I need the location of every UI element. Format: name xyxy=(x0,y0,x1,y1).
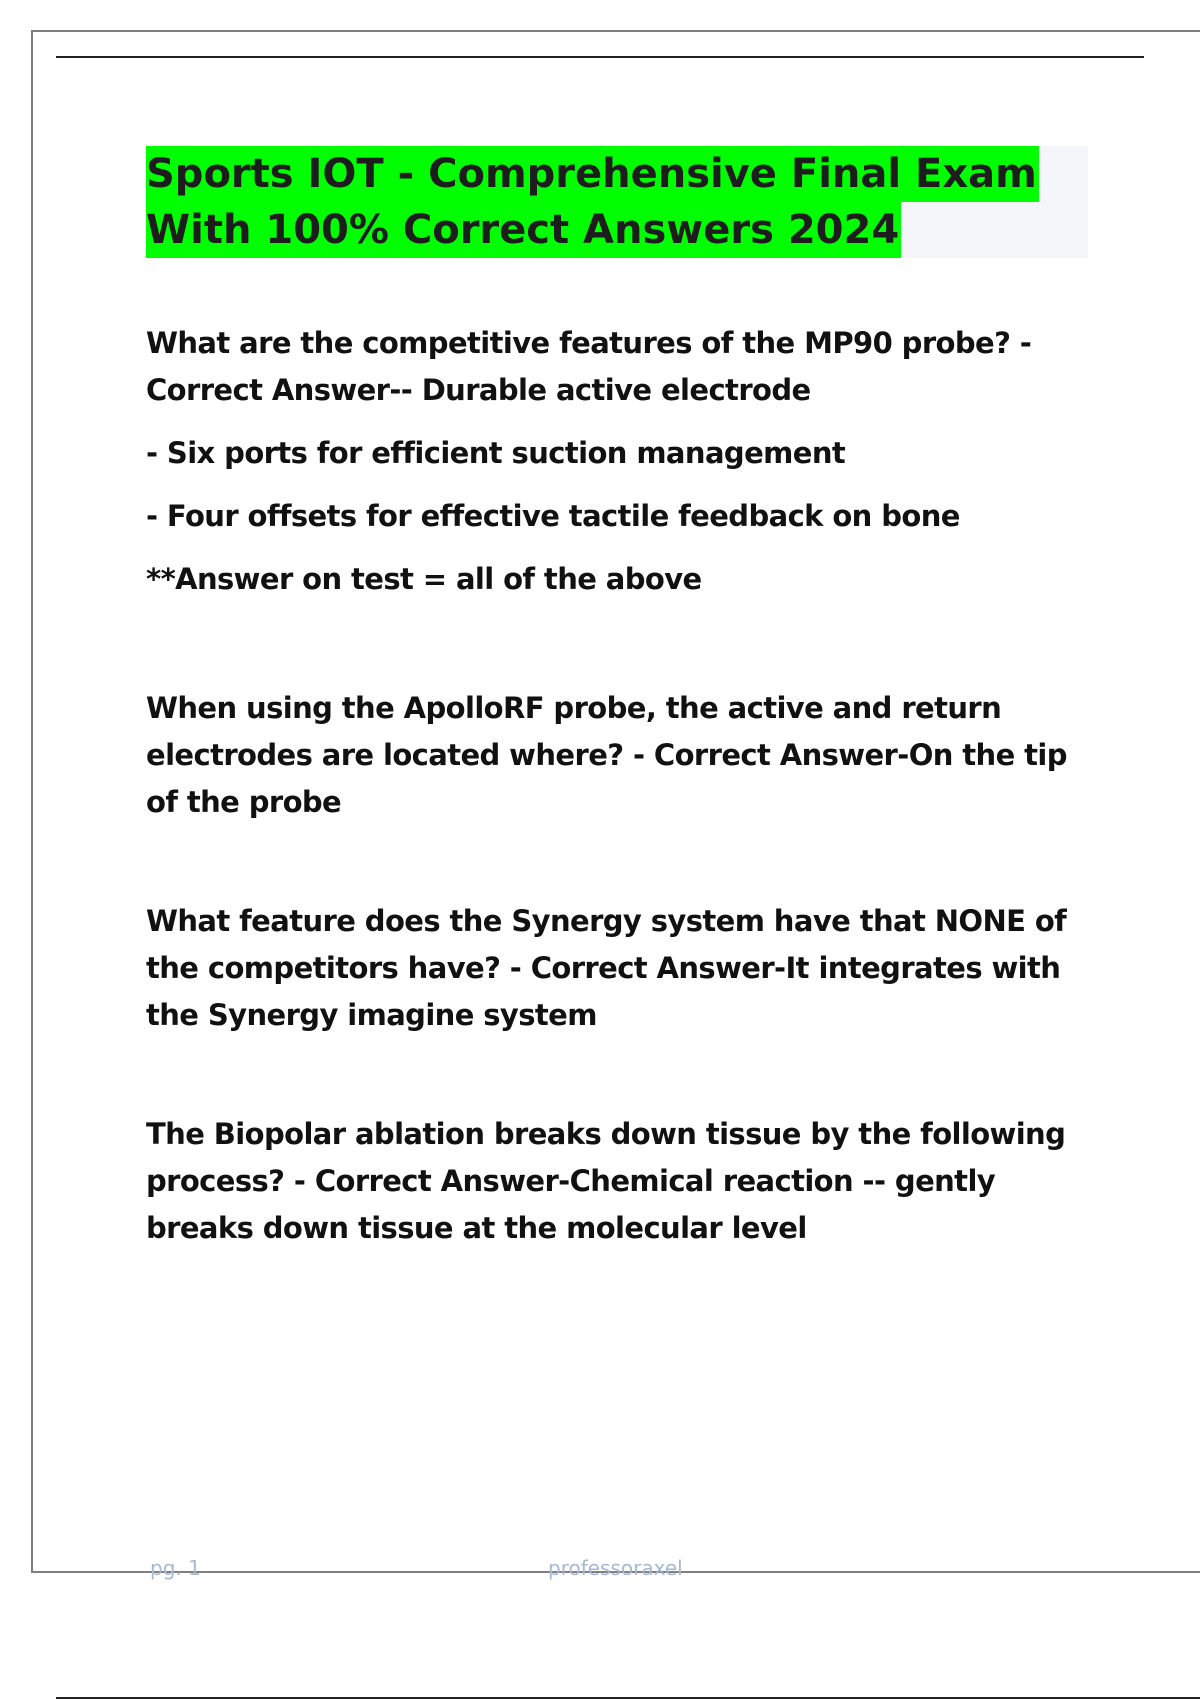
qa-item xyxy=(146,898,1096,1039)
qa-item xyxy=(146,1111,1096,1252)
top-rule xyxy=(56,56,1144,58)
qa-item xyxy=(146,320,1096,603)
question-text: What feature does the Synergy system have that NONE of the competitors have? - Correct Answer-It integrates with the Synergy imagine system xyxy=(146,904,1067,1032)
question-text: What are the competitive features of the MP90 probe? - Correct Answer-- Durable active electrode xyxy=(146,326,1032,407)
spacer xyxy=(146,1039,1096,1111)
spacer xyxy=(146,619,1096,685)
document-body xyxy=(146,320,1096,1252)
footer-page-number: pg. 1 xyxy=(150,1556,201,1580)
spacer xyxy=(146,826,1096,898)
footer-author: professoraxel xyxy=(548,1556,683,1580)
answer-line: - Six ports for efficient suction management xyxy=(146,436,846,470)
document-title-line-1: Sports IOT - Comprehensive Final Exam xyxy=(146,146,1039,202)
bottom-rule xyxy=(56,1697,1200,1699)
document-title-line-2: With 100% Correct Answers 2024 xyxy=(146,202,901,258)
answer-line: **Answer on test = all of the above xyxy=(146,562,702,596)
qa-item xyxy=(146,685,1096,826)
answer-line: - Four offsets for effective tactile feedback on bone xyxy=(146,499,960,533)
question-text: When using the ApolloRF probe, the active and return electrodes are located where? - Correct Answer-On the tip of the probe xyxy=(146,691,1067,819)
question-text: The Biopolar ablation breaks down tissue by the following process? - Correct Answer-Chemical reaction -- gently breaks down tissue at the molecular level xyxy=(146,1117,1066,1245)
